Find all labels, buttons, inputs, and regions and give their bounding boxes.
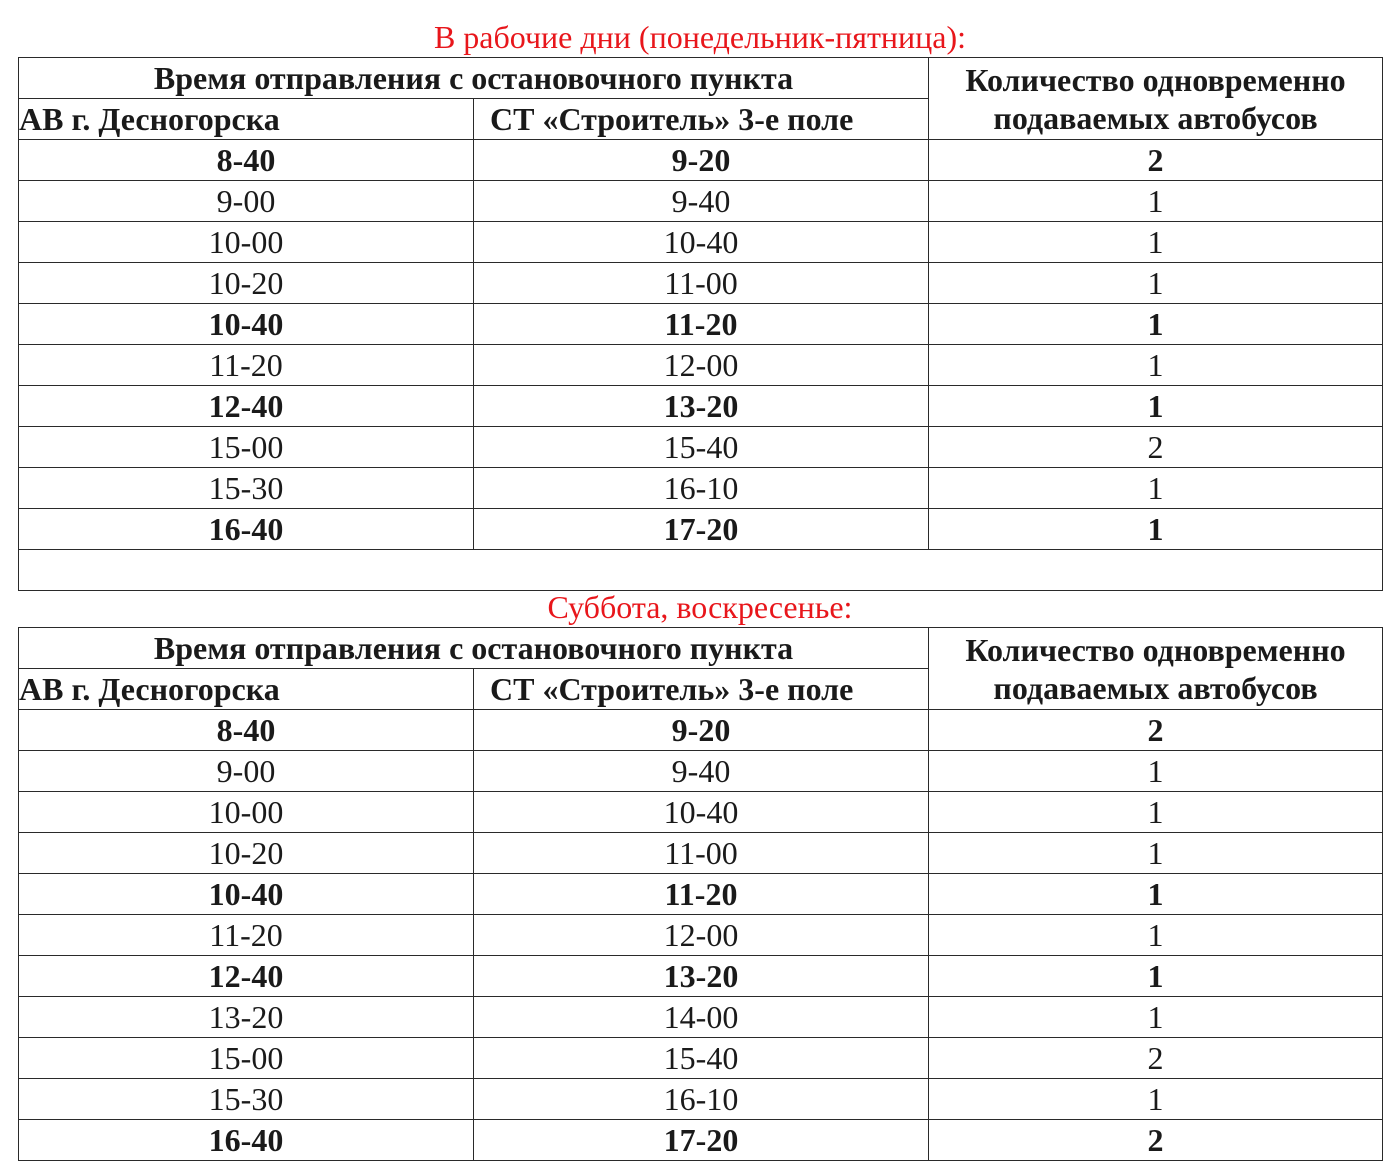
header-bus-count-line1: Количество одновременно	[965, 61, 1346, 98]
bus-count-cell: 1	[929, 751, 1383, 792]
departure-to-cell: 9-40	[474, 181, 929, 222]
table-row	[19, 1120, 1383, 1161]
departure-from-cell: 10-00	[19, 222, 474, 263]
weekday-rows	[19, 140, 1383, 591]
table-row	[19, 1038, 1383, 1079]
departure-to-cell: 9-40	[474, 751, 929, 792]
bus-count-cell: 1	[929, 222, 1383, 263]
header-departure-time: Время отправления с остановочного пункта	[19, 628, 929, 669]
header-from-stop: АВ г. Десногорска	[19, 99, 474, 140]
bus-count-cell: 1	[929, 997, 1383, 1038]
table-row	[19, 468, 1383, 509]
departure-from-cell: 11-20	[19, 345, 474, 386]
bus-count-cell: 1	[929, 304, 1383, 345]
bus-count-cell: 1	[929, 468, 1383, 509]
header-to-stop: СТ «Строитель» 3-е поле	[474, 99, 929, 140]
departure-to-cell: 14-00	[474, 997, 929, 1038]
departure-to-cell: 11-20	[474, 304, 929, 345]
bus-count-cell: 1	[929, 792, 1383, 833]
departure-from-cell: 15-00	[19, 427, 474, 468]
departure-from-cell: 8-40	[19, 140, 474, 181]
weekend-schedule-table	[18, 627, 1383, 1161]
departure-to-cell: 9-20	[474, 140, 929, 181]
table-row	[19, 427, 1383, 468]
departure-to-cell: 12-00	[474, 915, 929, 956]
table-row	[19, 140, 1383, 181]
bus-count-cell: 2	[929, 427, 1383, 468]
bus-count-cell: 2	[929, 1038, 1383, 1079]
table-row	[19, 222, 1383, 263]
departure-from-cell: 16-40	[19, 509, 474, 550]
departure-to-cell: 13-20	[474, 386, 929, 427]
departure-to-cell: 9-20	[474, 710, 929, 751]
bus-count-cell: 1	[929, 915, 1383, 956]
bus-count-cell: 1	[929, 263, 1383, 304]
departure-to-cell: 17-20	[474, 509, 929, 550]
table-row	[19, 956, 1383, 997]
empty-cell	[19, 550, 1383, 591]
table-row	[19, 263, 1383, 304]
bus-count-cell: 1	[929, 1079, 1383, 1120]
departure-to-cell: 11-00	[474, 833, 929, 874]
departure-from-cell: 15-00	[19, 1038, 474, 1079]
departure-to-cell: 13-20	[474, 956, 929, 997]
departure-from-cell: 15-30	[19, 1079, 474, 1120]
departure-from-cell: 11-20	[19, 915, 474, 956]
table-row	[19, 509, 1383, 550]
bus-count-cell: 2	[929, 1120, 1383, 1161]
table-row	[19, 751, 1383, 792]
table-row	[19, 874, 1383, 915]
empty-row	[19, 550, 1383, 591]
departure-to-cell: 16-10	[474, 1079, 929, 1120]
departure-from-cell: 9-00	[19, 181, 474, 222]
table-row	[19, 833, 1383, 874]
bus-count-cell: 1	[929, 956, 1383, 997]
departure-to-cell: 16-10	[474, 468, 929, 509]
weekend-rows	[19, 710, 1383, 1161]
departure-to-cell: 17-20	[474, 1120, 929, 1161]
table-row	[19, 345, 1383, 386]
departure-from-cell: 10-20	[19, 263, 474, 304]
header-bus-count	[929, 58, 1383, 140]
table-row	[19, 997, 1383, 1038]
table-row	[19, 304, 1383, 345]
departure-to-cell: 11-20	[474, 874, 929, 915]
bus-count-cell: 1	[929, 386, 1383, 427]
departure-from-cell: 10-20	[19, 833, 474, 874]
departure-from-cell: 10-40	[19, 304, 474, 345]
departure-from-cell: 10-00	[19, 792, 474, 833]
table-row	[19, 386, 1383, 427]
departure-from-cell: 12-40	[19, 956, 474, 997]
departure-to-cell: 10-40	[474, 792, 929, 833]
bus-count-cell: 1	[929, 833, 1383, 874]
bus-count-cell: 2	[929, 710, 1383, 751]
header-from-stop: АВ г. Десногорска	[19, 669, 474, 710]
departure-to-cell: 10-40	[474, 222, 929, 263]
header-to-stop: СТ «Строитель» 3-е поле	[474, 669, 929, 710]
departure-to-cell: 12-00	[474, 345, 929, 386]
departure-from-cell: 10-40	[19, 874, 474, 915]
header-bus-count-line1: Количество одновременно	[965, 631, 1346, 668]
bus-count-cell: 2	[929, 140, 1383, 181]
weekday-title: В рабочие дни (понедельник-пятница):	[433, 19, 967, 55]
table-row	[19, 915, 1383, 956]
header-bus-count-line2: подаваемых автобусов	[993, 669, 1318, 706]
departure-from-cell: 15-30	[19, 468, 474, 509]
bus-count-cell: 1	[929, 874, 1383, 915]
departure-from-cell: 8-40	[19, 710, 474, 751]
departure-to-cell: 15-40	[474, 427, 929, 468]
table-row	[19, 181, 1383, 222]
bus-count-cell: 1	[929, 345, 1383, 386]
departure-from-cell: 9-00	[19, 751, 474, 792]
header-departure-time: Время отправления с остановочного пункта	[19, 58, 929, 99]
table-row	[19, 1079, 1383, 1120]
header-bus-count-line2: подаваемых автобусов	[993, 99, 1318, 136]
header-bus-count	[929, 628, 1383, 710]
departure-to-cell: 11-00	[474, 263, 929, 304]
table-row	[19, 792, 1383, 833]
bus-count-cell: 1	[929, 509, 1383, 550]
weekday-schedule-table	[18, 57, 1383, 591]
departure-from-cell: 13-20	[19, 997, 474, 1038]
weekend-title: Суббота, воскресенье:	[547, 589, 853, 625]
departure-to-cell: 15-40	[474, 1038, 929, 1079]
departure-from-cell: 12-40	[19, 386, 474, 427]
departure-from-cell: 16-40	[19, 1120, 474, 1161]
table-row	[19, 710, 1383, 751]
bus-count-cell: 1	[929, 181, 1383, 222]
